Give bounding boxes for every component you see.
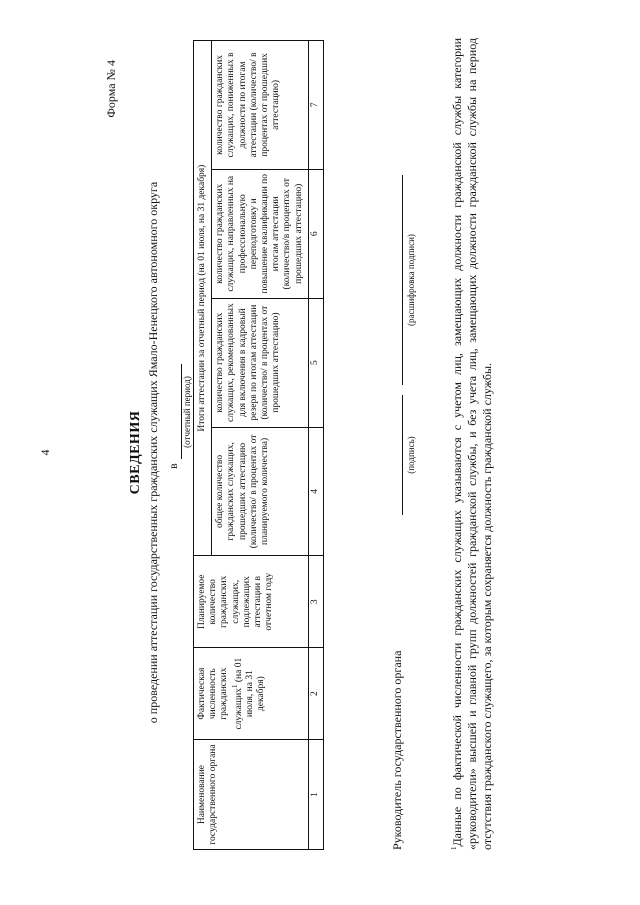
period-field — [166, 364, 182, 469]
footnote-ref: 1 — [230, 684, 239, 689]
column-number: 1 — [308, 740, 323, 850]
footnote-marker: 1 — [450, 846, 458, 850]
signature-decode-line — [402, 175, 403, 385]
column-number-row — [308, 41, 323, 850]
period-prefix: в — [166, 463, 180, 469]
document-title: СВЕДЕНИЯ — [128, 410, 143, 495]
signature-decode-caption: (расшифровка подписи) — [406, 234, 416, 326]
signatory-label: Руководитель государственного органа — [390, 650, 404, 850]
header-reserve-recommended: количество гражданских служащих, рекомендованных для включения в кадровый резерв по итогам аттестации (количество/ в процентах от прошедших аттестацию) — [212, 298, 309, 427]
header-org-name: Наименование государственного органа — [194, 740, 309, 850]
footnote-text: Данные по фактической численности гражданских служащих указываются с учетом лиц, замещающих должности гражданской службы категории «руководители» высшей и главной групп должностей гражданской службы, и без учета лиц, замещающих должности гражданской службы на период отсутствия гражданского служащего, за которым сохраняется должность гражданской службы. — [450, 38, 494, 850]
header-actual-count-date: (на 01 июля, на 31 декабря) — [233, 657, 267, 718]
page-number: 4 — [38, 449, 52, 456]
column-number: 7 — [308, 41, 323, 170]
attestation-table — [193, 40, 324, 850]
header-results-group: Итоги аттестации за отчетный период (на 01 июля, на 31 декабря) — [194, 41, 212, 556]
period-caption: (отчетный период) — [182, 376, 192, 448]
header-actual-count — [194, 648, 309, 740]
header-planned-count: Планируемое количество гражданских служащих, подлежащих аттестации в отчетном году — [194, 556, 309, 648]
header-passed-total: общее количество гражданских служащих, прошедших аттестацию (количество/ в процентах от планируемого количества) — [212, 427, 309, 556]
table-header-row-1 — [194, 41, 212, 850]
column-number: 2 — [308, 648, 323, 740]
footnote — [450, 38, 495, 850]
column-number: 4 — [308, 427, 323, 556]
header-actual-count-text: Фактическая численность гражданских служащих — [197, 667, 244, 730]
column-number: 5 — [308, 298, 323, 427]
document-subtitle: о проведении аттестации государственных гражданских служащих Ямало-Ненецкого автономного округа — [146, 181, 160, 724]
column-number: 6 — [308, 169, 323, 298]
signature-line — [402, 395, 403, 515]
header-retraining: количество гражданских служащих, направленных на профессиональную переподготовку и повышение квалификации по итогам аттестации (количество/в процентах от прошедших аттестацию) — [212, 169, 309, 298]
column-number: 3 — [308, 556, 323, 648]
form-number: Форма № 4 — [104, 60, 118, 118]
header-demoted: количество гражданских служащих, пониженных в должности по итогам аттестации (количество/ в процентах от прошедших аттестацию) — [212, 41, 309, 170]
period-blank — [166, 364, 182, 459]
signature-caption: (подпись) — [406, 436, 416, 474]
